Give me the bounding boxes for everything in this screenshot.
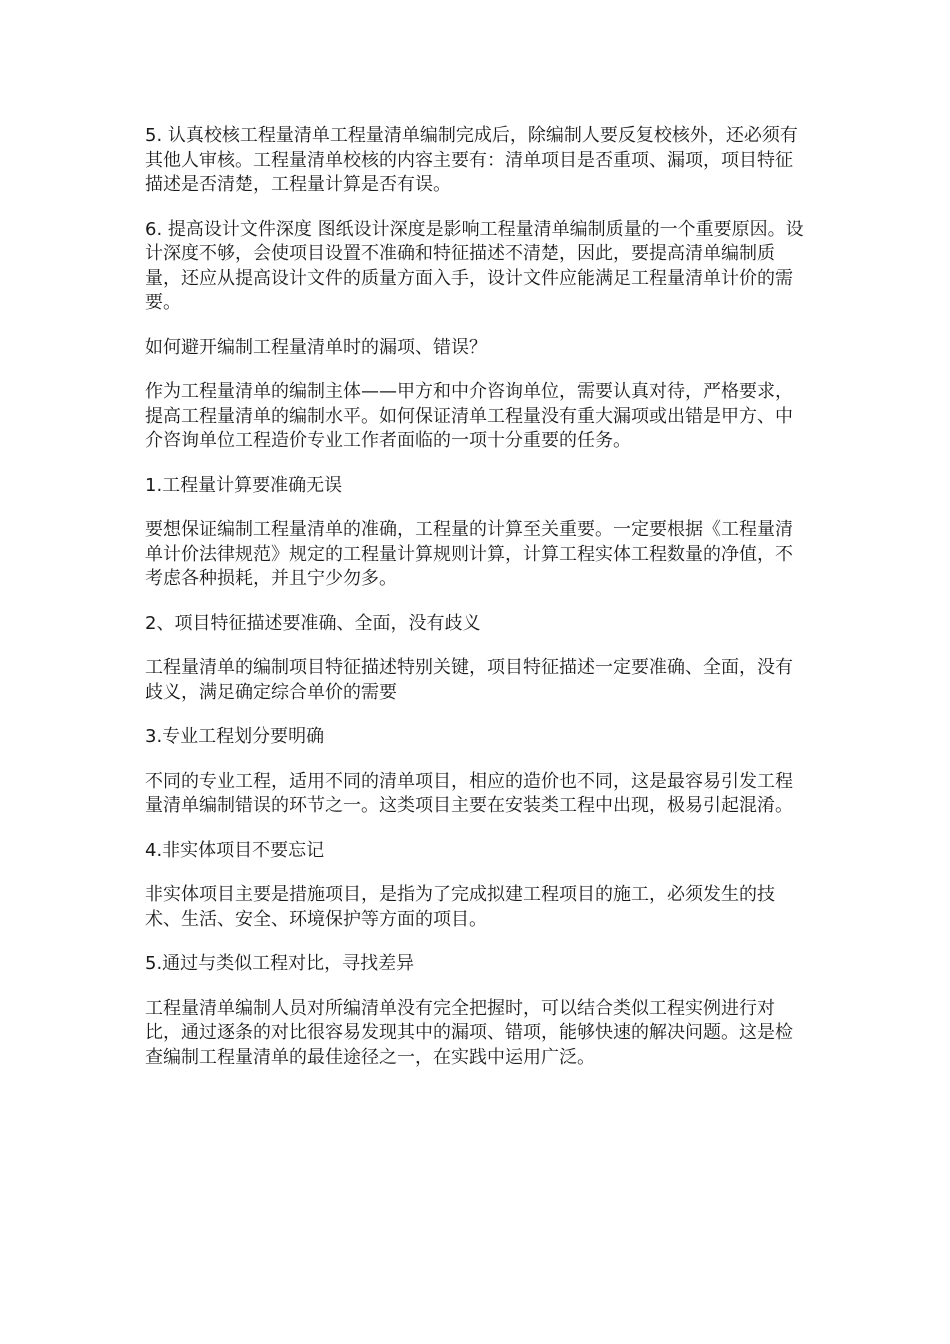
heading-specialty-division: 3.专业工程划分要明确	[145, 726, 325, 747]
heading-compare-similar: 5.通过与类似工程对比，寻找差异	[145, 953, 415, 974]
document-body	[145, 124, 810, 1090]
heading-non-physical-items: 4.非实体项目不要忘记	[145, 839, 325, 861]
paragraph-feature-description: 工程量清单的编制项目特征描述特别关键，项目特征描述一定要准确、全面，没有歧义，满足确定综合单价的需要	[145, 657, 793, 703]
section-heading-avoid-omissions: 如何避开编制工程量清单时的漏项、错误？	[145, 336, 487, 358]
heading-feature-description: 2、项目特征描述要准确、全面，没有歧义	[145, 612, 481, 634]
paragraph-compare-similar: 工程量清单编制人员对所编清单没有完全把握时，可以结合类似工程实例进行对比，通过逐条的对比很容易发现其中的漏项、错项，能够快速的解决问题。这是检查编制工程量清单的最佳途径之一，在实践中运用广泛。	[145, 997, 793, 1068]
paragraph-compiler-role: 作为工程量清单的编制主体——甲方和中介咨询单位，需要认真对待，严格要求，提高工程量清单的编制水平。如何保证清单工程量没有重大漏项或出错是甲方、中介咨询单位工程造价专业工作者面临的一项十分重要的任务。	[145, 381, 793, 451]
paragraph-specialty-division: 不同的专业工程，适用不同的清单项目，相应的造价也不同，这是最容易引发工程量清单编制错误的环节之一。这类项目主要在安装类工程中出现，极易引起混淆。	[145, 770, 793, 816]
paragraph-accurate-quantities: 要想保证编制工程量清单的准确，工程量的计算至关重要。一定要根据《工程量清单计价法律规范》规定的工程量计算规则计算，计算工程实体工程数量的净值，不考虑各种损耗，并且宁少勿多。	[145, 519, 793, 589]
paragraph-non-physical-items: 非实体项目主要是措施项目，是指为了完成拟建工程项目的施工，必须发生的技术、生活、安全、环境保护等方面的项目。	[145, 884, 775, 930]
paragraph-design-depth: 6. 提高设计文件深度 图纸设计深度是影响工程量清单编制质量的一个重要原因。设计深度不够，会使项目设置不准确和特征描述不清楚，因此，要提高清单编制质量，还应从提高设计文件的质量方面入手，设计文件应能满足工程量清单计价的需要。	[145, 218, 804, 313]
heading-accurate-quantities: 1.工程量计算要准确无误	[145, 474, 343, 496]
paragraph-check-bill: 5. 认真校核工程量清单工程量清单编制完成后，除编制人要反复校核外，还必须有其他人审核。工程量清单校核的内容主要有：清单项目是否重项、漏项，项目特征描述是否清楚，工程量计算是否有误。	[145, 125, 798, 195]
